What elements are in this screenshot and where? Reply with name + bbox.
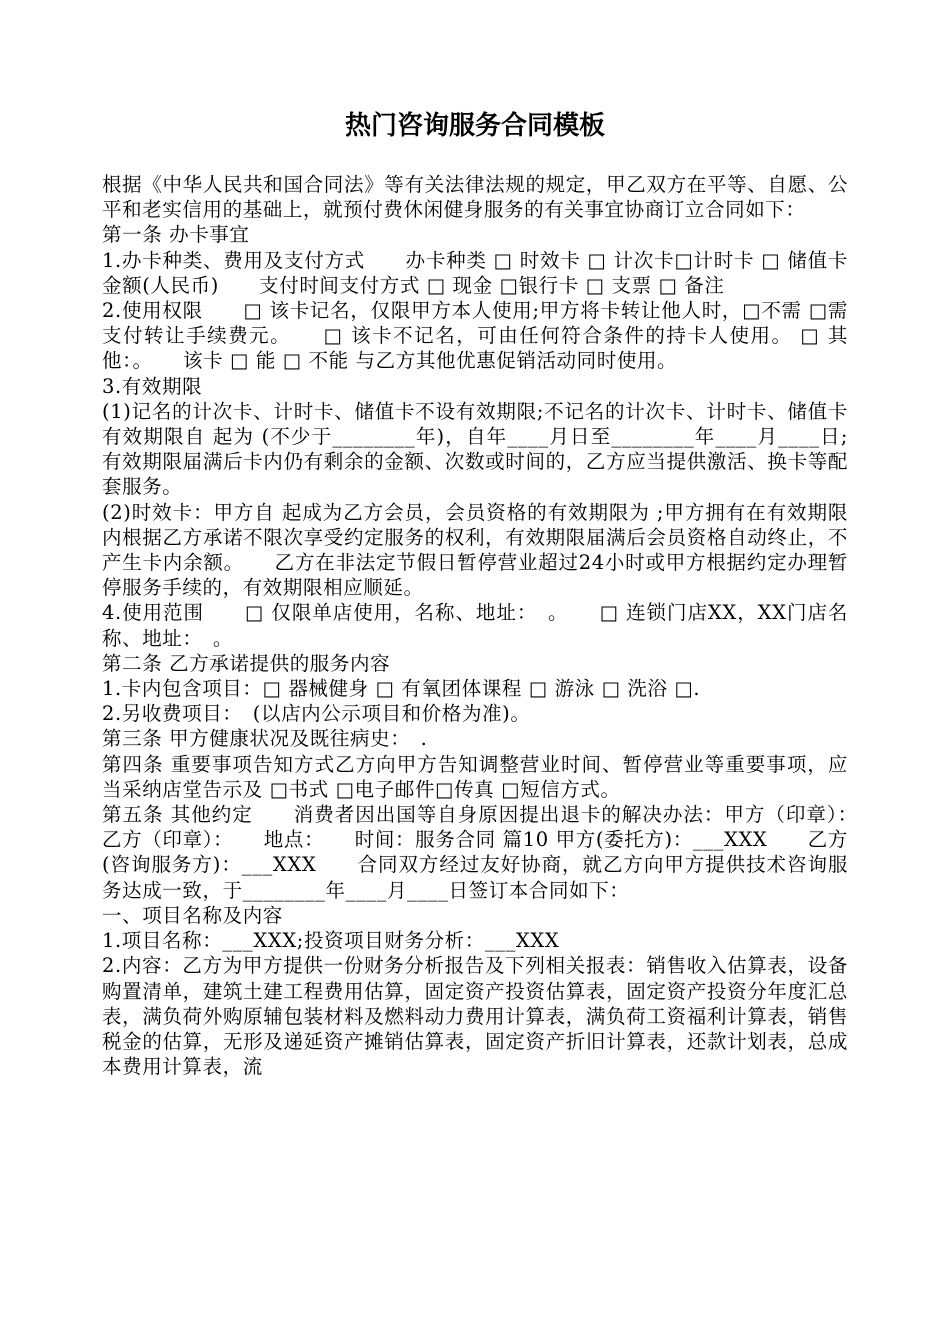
paragraph-article-4: 第四条 重要事项告知方式乙方向甲方告知调整营业时间、暂停营业等重要事项，应当采纳店堂告示及 □书式 □电子邮件□传真 □短信方式。	[102, 752, 848, 801]
paragraph-extra-charges: 2.另收费项目： (以店内公示项目和价格为准)。	[102, 702, 531, 726]
paragraph-usage-rights: 2.使用权限 □ 该卡记名，仅限甲方本人使用;甲方将卡转让他人时，□不需 □需 支付转让手续费元。 □ 该卡不记名，可由任何符合条件的持卡人使用。 □ 其他：。 该卡 □ 能 □ 不能 与乙方其他优惠促销活动同时使用。	[102, 299, 848, 373]
document-title: 热门咨询服务合同模板	[344, 111, 605, 141]
section-heading-article-1: 第一条 办卡事宜	[102, 223, 250, 247]
section-heading-project: 一、项目名称及内容	[102, 903, 283, 927]
paragraph-validity-1: (1)记名的计次卡、计时卡、储值卡不设有效期限;不记名的计次卡、计时卡、储值卡有效期限自 起为 (不少于________年)，自年____月日至________年____月____日;有效期限届满后卡内仍有剩余的金额、次数或时间的，乙方应当提供激活、换卡等配套服务。	[102, 399, 848, 499]
section-heading-article-3: 第三条 甲方健康状况及既往病史： .	[102, 727, 428, 751]
paragraph-preamble: 根据《中华人民共和国合同法》等有关法律法规的规定，甲乙双方在平等、自愿、公平和老实信用的基础上，就预付费休闲健身服务的有关事宜协商订立合同如下：	[102, 173, 848, 222]
paragraph-validity-2: (2)时效卡：甲方自 起成为乙方会员，会员资格的有效期限为 ;甲方拥有在有效期限内根据乙方承诺不限次享受约定服务的权利，有效期限届满后会员资格自动终止，不产生卡内余额。 乙方在非法定节假日暂停营业超过24小时或甲方根据约定办理暂停服务手续的，有效期限相应顺延。	[102, 500, 848, 600]
section-heading-article-2: 第二条 乙方承诺提供的服务内容	[102, 651, 391, 675]
paragraph-included-items: 1.卡内包含项目：□ 器械健身 □ 有氧团体课程 □ 游泳 □ 洗浴 □.	[102, 677, 701, 701]
paragraph-project-content: 2.内容：乙方为甲方提供一份财务分析报告及下列相关报表：销售收入估算表，设备购置清单，建筑土建工程费用估算，固定资产投资估算表，固定资产投资分年度汇总表，满负荷外购原辅包装材料及燃料动力费用计算表，满负荷工资福利计算表，销售税金的估算，无形及递延资产摊销估算表，固定资产折旧计算表，还款计划表，总成本费用计算表，流	[102, 954, 848, 1079]
paragraph-project-name: 1.项目名称：___XXX;投资项目财务分析：___XXX	[102, 929, 560, 953]
paragraph-article-5: 第五条 其他约定 消费者因出国等自身原因提出退卡的解决办法：甲方（印章）： 乙方（印章）： 地点： 时间：服务合同 篇10 甲方(委托方)：___XXX 乙方(咨询服务方)：___XXX 合同双方经过友好协商，就乙方向甲方提供技术咨询服务达成一致，于________年____月____日签订本合同如下：	[102, 803, 869, 902]
document-body	[102, 172, 869, 1079]
paragraph-card-type: 1.办卡种类、费用及支付方式 办卡种类 □ 时效卡 □ 计次卡□计时卡 □ 储值卡 金额(人民币) 支付时间支付方式 □ 现金 □银行卡 □ 支票 □ 备注	[102, 248, 848, 297]
paragraph-validity-heading: 3.有效期限	[102, 374, 203, 398]
paragraph-usage-scope: 4.使用范围 □ 仅限单店使用，名称、地址： 。 □ 连锁门店XX，XX门店名称、地址： 。	[102, 601, 848, 650]
